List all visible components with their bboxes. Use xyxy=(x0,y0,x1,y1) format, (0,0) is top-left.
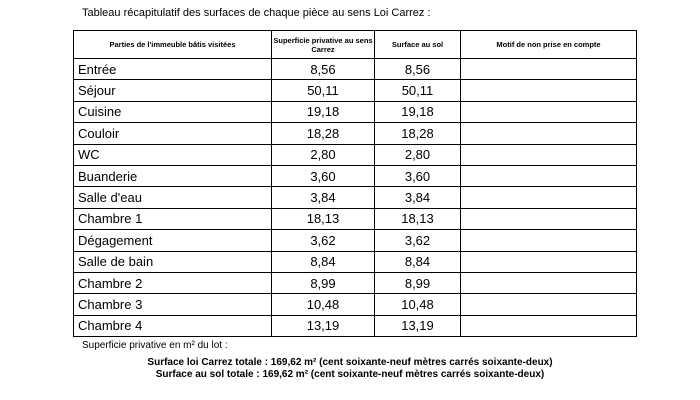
cell-piece: Couloir xyxy=(74,123,272,144)
header-superficie-carrez: Superficie privative au sens Carrez xyxy=(272,31,375,59)
table-row xyxy=(74,101,637,122)
cell-motif xyxy=(461,187,637,208)
cell-piece: Salle de bain xyxy=(74,251,272,272)
cell-superficie-carrez: 3,62 xyxy=(272,230,375,251)
cell-motif xyxy=(461,165,637,186)
cell-surface-sol: 18,13 xyxy=(375,208,461,229)
total-carrez: Surface loi Carrez totale : 169,62 m² (cent soixante-neuf mètres carrés soixante-deux) xyxy=(147,357,553,368)
cell-surface-sol: 8,84 xyxy=(375,251,461,272)
cell-surface-sol: 8,99 xyxy=(375,272,461,293)
total-sol: Surface au sol totale : 169,62 m² (cent soixante-neuf mètres carrés soixante-deux) xyxy=(155,369,545,380)
table-row xyxy=(74,165,637,186)
cell-piece: Cuisine xyxy=(74,101,272,122)
cell-superficie-carrez: 18,13 xyxy=(272,208,375,229)
cell-motif xyxy=(461,123,637,144)
cell-superficie-carrez: 8,99 xyxy=(272,272,375,293)
table-row xyxy=(74,59,637,80)
cell-piece: Chambre 4 xyxy=(74,315,272,336)
totals-label: Superficie privative en m² du lot : xyxy=(82,340,228,351)
cell-piece: Chambre 2 xyxy=(74,272,272,293)
cell-superficie-carrez: 8,56 xyxy=(272,59,375,80)
table-row xyxy=(74,123,637,144)
cell-piece: Entrée xyxy=(74,59,272,80)
cell-motif xyxy=(461,251,637,272)
cell-superficie-carrez: 10,48 xyxy=(272,294,375,315)
cell-superficie-carrez: 18,28 xyxy=(272,123,375,144)
cell-surface-sol: 13,19 xyxy=(375,315,461,336)
cell-motif xyxy=(461,208,637,229)
cell-surface-sol: 18,28 xyxy=(375,123,461,144)
cell-surface-sol: 3,60 xyxy=(375,165,461,186)
table-row xyxy=(74,251,637,272)
table-row xyxy=(74,272,637,293)
cell-surface-sol: 10,48 xyxy=(375,294,461,315)
cell-motif xyxy=(461,230,637,251)
table-header-row xyxy=(74,31,637,59)
header-motif: Motif de non prise en compte xyxy=(461,31,637,59)
cell-superficie-carrez: 3,84 xyxy=(272,187,375,208)
cell-superficie-carrez: 2,80 xyxy=(272,144,375,165)
cell-superficie-carrez: 19,18 xyxy=(272,101,375,122)
cell-piece: WC xyxy=(74,144,272,165)
header-surface-sol: Surface au sol xyxy=(375,31,461,59)
cell-motif xyxy=(461,80,637,101)
cell-piece: Séjour xyxy=(74,80,272,101)
cell-piece: Chambre 3 xyxy=(74,294,272,315)
table-row xyxy=(74,294,637,315)
table-row xyxy=(74,315,637,336)
table-intro: Tableau récapitulatif des surfaces de chaque pièce au sens Loi Carrez : xyxy=(82,7,431,19)
header-parties: Parties de l'immeuble bâtis visitées xyxy=(74,31,272,59)
cell-superficie-carrez: 8,84 xyxy=(272,251,375,272)
cell-piece: Dégagement xyxy=(74,230,272,251)
table-row xyxy=(74,187,637,208)
cell-motif xyxy=(461,294,637,315)
cell-motif xyxy=(461,272,637,293)
cell-surface-sol: 8,56 xyxy=(375,59,461,80)
table-row xyxy=(74,230,637,251)
cell-surface-sol: 50,11 xyxy=(375,80,461,101)
cell-piece: Chambre 1 xyxy=(74,208,272,229)
table-row xyxy=(74,208,637,229)
cell-piece: Buanderie xyxy=(74,165,272,186)
cell-superficie-carrez: 50,11 xyxy=(272,80,375,101)
cell-surface-sol: 2,80 xyxy=(375,144,461,165)
table-row xyxy=(74,144,637,165)
surfaces-table xyxy=(73,30,637,337)
cell-surface-sol: 3,62 xyxy=(375,230,461,251)
cell-motif xyxy=(461,315,637,336)
table-row xyxy=(74,80,637,101)
cell-superficie-carrez: 3,60 xyxy=(272,165,375,186)
cell-surface-sol: 3,84 xyxy=(375,187,461,208)
cell-motif xyxy=(461,101,637,122)
cell-surface-sol: 19,18 xyxy=(375,101,461,122)
cell-superficie-carrez: 13,19 xyxy=(272,315,375,336)
cell-motif xyxy=(461,59,637,80)
cell-piece: Salle d'eau xyxy=(74,187,272,208)
cell-motif xyxy=(461,144,637,165)
